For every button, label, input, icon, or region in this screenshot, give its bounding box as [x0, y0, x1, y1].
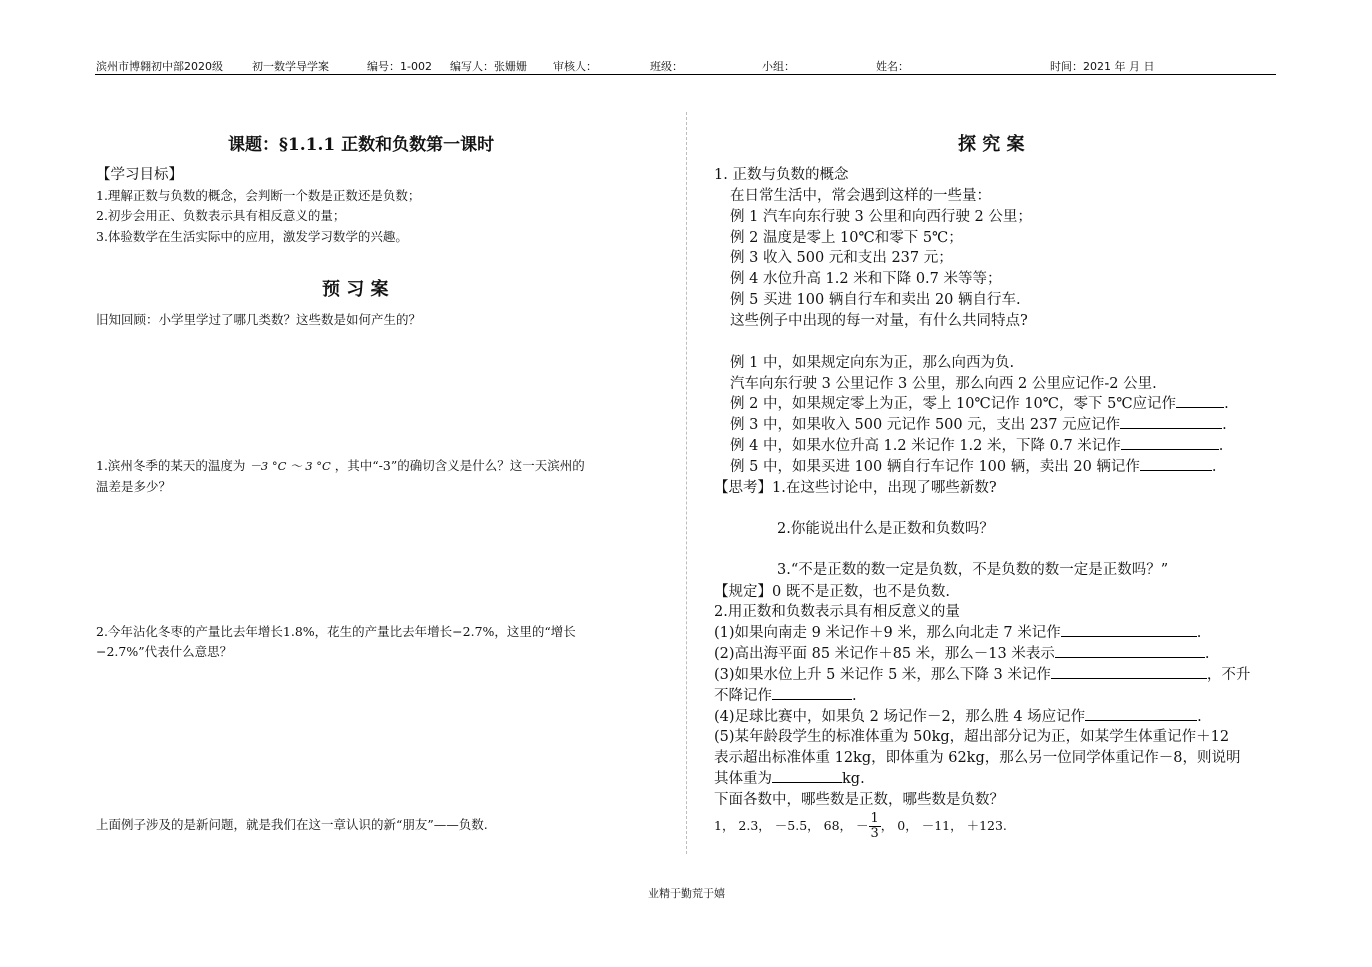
example-3: 例 3 收入 500 元和支出 237 元；	[730, 250, 953, 266]
header-rule	[95, 74, 1276, 75]
header-school: 滨州市博翱初中部2020级	[96, 60, 223, 73]
number-list: 1， 2.3， －5.5， 68， － $\frac{1}{3}$ ， 0， －11， ＋123.	[714, 811, 1007, 841]
header-time: 时间：2021 年 月 日	[1050, 60, 1155, 73]
section-1-intro: 在日常生活中，常会遇到这样的一些量：	[730, 188, 991, 204]
header-group: 小组：	[762, 60, 795, 73]
header-reviewer: 审核人：	[553, 60, 597, 73]
reading-2: 汽车向东行驶 3 公里记作 3 公里，那么向西 2 公里应记作-2 公里.	[730, 376, 1157, 392]
question-2-line-2: −2.7%”代表什么意思？	[96, 644, 233, 659]
think-1: 【思考】1.在这些讨论中，出现了哪些新数?	[714, 480, 997, 496]
goal-item: 3.体验数学在生活实际中的应用，激发学习数学的兴趣。	[96, 229, 408, 244]
example-4: 例 4 水位升高 1.2 米和下降 0.7 米等等；	[730, 271, 1002, 287]
answer-blank[interactable]	[1121, 435, 1219, 450]
goal-item: 1.理解正数与负数的概念，会判断一个数是正数还是负数；	[96, 188, 421, 203]
answer-blank[interactable]	[1085, 706, 1197, 721]
header-subject: 初一数学导学案	[252, 60, 329, 73]
goals-heading: 【学习目标】	[96, 167, 183, 183]
example-5: 例 5 买进 100 辆自行车和卖出 20 辆自行车.	[730, 292, 1021, 308]
temperature-range: －3 °C ～ 3 °C	[249, 459, 331, 473]
reading-6: 例 5 中，如果买进 100 辆自行车记作 100 辆，卖出 20 辆记作 .	[730, 455, 1217, 476]
goal-item: 2.初步会用正、负数表示具有相反意义的量；	[96, 208, 346, 223]
reading-4: 例 3 中，如果收入 500 元记作 500 元，支出 237 元应记作 .	[730, 413, 1227, 434]
lesson-title: 课题：§1.1.1 正数和负数第一课时	[228, 135, 495, 155]
problem-4: (4)足球比赛中，如果负 2 场记作－2，那么胜 4 场应记作 .	[714, 705, 1202, 726]
header-name: 姓名：	[876, 60, 909, 73]
section-1-question: 这些例子中出现的每一对量，有什么共同特点?	[730, 313, 1028, 329]
answer-blank[interactable]	[1176, 393, 1224, 408]
problem-5: (5)某年龄段学生的标准体重为 50kg，超出部分记为正，如某学生体重记作＋12	[714, 729, 1230, 745]
question-1: 1.滨州冬季的某天的温度为 －3 °C ～ 3 °C ，其中“-3”的确切含义是什么？这一天滨州的	[96, 458, 585, 473]
example-2: 例 2 温度是零上 10℃和零下 5℃；	[730, 230, 963, 246]
section-1-title: 1. 正数与负数的概念	[714, 167, 849, 183]
numbers-question: 下面各数中，哪些数是正数，哪些数是负数？	[714, 792, 1004, 808]
problem-3: (3)如果水位上升 5 米记作 5 米，那么下降 3 米记作 ，不升	[714, 663, 1250, 684]
reading-5: 例 4 中，如果水位升高 1.2 米记作 1.2 米，下降 0.7 米记作 .	[730, 434, 1223, 455]
footer-motto: 业精于勤荒于嬉	[648, 887, 725, 900]
header-author: 编写人：张姗姗	[450, 60, 527, 73]
example-1: 例 1 汽车向东行驶 3 公里和向西行驶 2 公里；	[730, 209, 1032, 225]
question-2: 2.今年沾化冬枣的产量比去年增长1.8%，花生的产量比去年增长−2.7%，这里的“增长	[96, 624, 576, 639]
answer-blank[interactable]	[772, 768, 842, 783]
think-3: 3.“不是正数的数一定是负数，不是负数的数一定是正数吗？”	[777, 562, 1169, 578]
answer-blank[interactable]	[1061, 622, 1197, 637]
answer-blank[interactable]	[1120, 414, 1222, 429]
problem-3-line-2: 不降记作 .	[714, 684, 857, 705]
problem-5-line-2: 表示超出标准体重 12kg，即体重为 62kg，那么另一位同学体重记作－8，则说明	[714, 750, 1241, 766]
fraction-one-third: $\frac{1}{3}$	[870, 811, 879, 841]
header-number: 编号：1-002	[367, 60, 432, 73]
column-divider	[686, 112, 687, 854]
problem-5-line-3: 其体重为 kg.	[714, 767, 865, 788]
answer-blank[interactable]	[772, 685, 852, 700]
rule-text: 【规定】0 既不是正数，也不是负数.	[714, 584, 950, 600]
section-2-title: 2.用正数和负数表示具有相反意义的量	[714, 604, 960, 620]
answer-blank[interactable]	[1140, 456, 1212, 471]
header-class: 班级：	[650, 60, 683, 73]
review-question: 旧知回顾：小学里学过了哪几类数？这些数是如何产生的？	[96, 312, 422, 327]
answer-blank[interactable]	[1051, 664, 1207, 679]
preview-heading: 预 习 案	[322, 279, 389, 300]
think-2: 2.你能说出什么是正数和负数吗？	[777, 521, 994, 537]
answer-blank[interactable]	[1055, 643, 1205, 658]
problem-1: (1)如果向南走 9 米记作＋9 米，那么向北走 7 米记作 .	[714, 621, 1201, 642]
question-1-line-2: 温差是多少？	[96, 479, 172, 494]
reading-3: 例 2 中，如果规定零上为正，零上 10℃记作 10℃，零下 5℃应记作 .	[730, 392, 1229, 413]
explore-heading: 探 究 案	[958, 134, 1025, 155]
reading-1: 例 1 中，如果规定向东为正，那么向西为负.	[730, 355, 1015, 371]
closing-text: 上面例子涉及的是新问题，就是我们在这一章认识的新“朋友”——负数.	[96, 817, 488, 832]
problem-2: (2)高出海平面 85 米记作＋85 米，那么－13 米表示 .	[714, 642, 1209, 663]
